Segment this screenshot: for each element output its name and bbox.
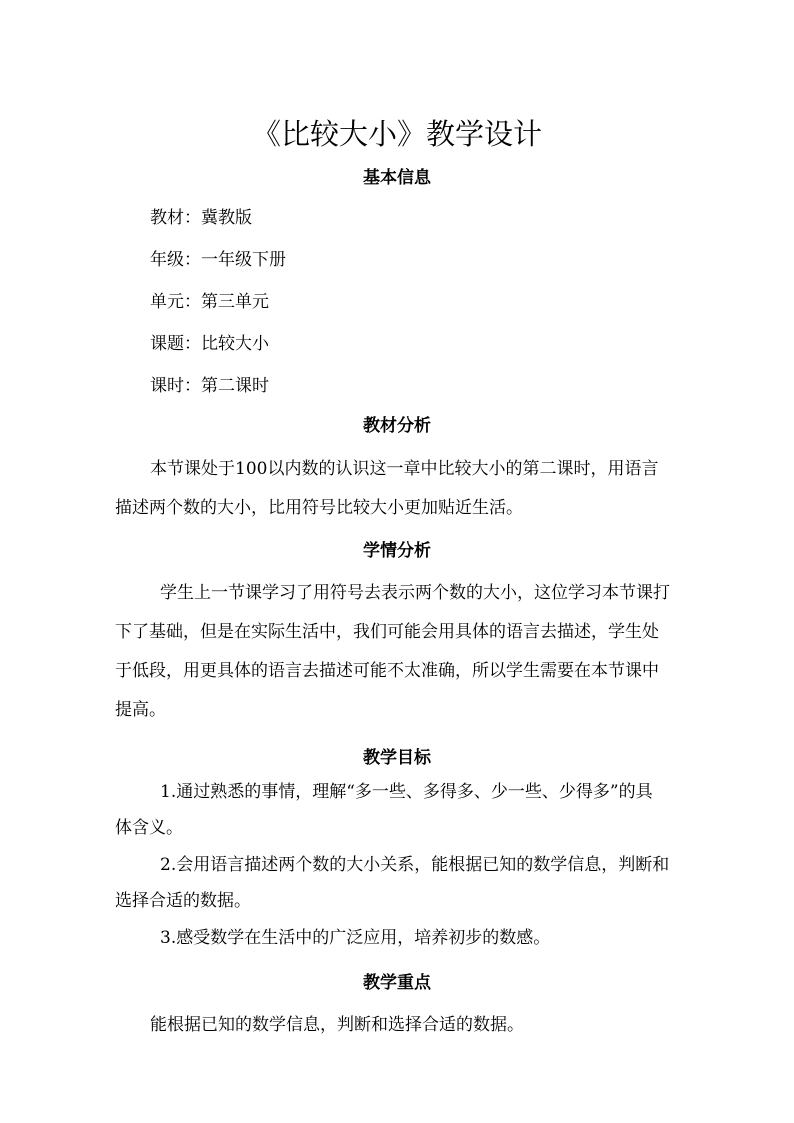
page-title: 《比较大小》教学设计 [251,117,542,151]
info-textbook: 教材：冀教版 [150,208,252,228]
heading-student-analysis: 学情分析 [363,541,431,561]
heading-basic-info: 基本信息 [363,168,431,188]
students-line-1: 学生上一节课学习了用符号去表示两个数的大小，这位学习本节课打 [160,583,670,603]
goals-line-2: 体含义。 [115,818,183,838]
info-topic: 课题：比较大小 [150,334,269,354]
key-line-1: 能根据已知的数学信息，判断和选择合适的数据。 [150,1015,524,1035]
heading-teaching-key: 教学重点 [363,973,431,993]
goals-line-1: 1.通过熟悉的事情，理解“多一些、多得多、少一些、少得多”的具 [160,782,653,802]
info-grade: 年级：一年级下册 [150,250,286,270]
students-line-3: 于低段，用更具体的语言去描述可能不太准确，所以学生需要在本节课中 [115,661,659,681]
students-line-2: 下了基础，但是在实际生活中，我们可能会用具体的语言去描述，学生处 [115,622,659,642]
students-line-4: 提高。 [115,700,166,720]
goals-line-4: 选择合适的数据。 [115,891,251,911]
goals-line-3: 2.会用语言描述两个数的大小关系，能根据已知的数学信息，判断和 [160,855,670,875]
heading-material-analysis: 教材分析 [363,416,431,436]
info-unit: 单元：第三单元 [150,292,269,312]
info-period: 课时：第二课时 [150,376,269,396]
material-line-1: 本节课处于100以内数的认识这一章中比较大小的第二课时，用语言 [150,459,659,479]
material-line-2: 描述两个数的大小，比用符号比较大小更加贴近生活。 [115,498,523,518]
heading-teaching-goals: 教学目标 [363,748,431,768]
goals-line-5: 3.感受数学在生活中的广泛应用，培养初步的数感。 [160,928,551,948]
